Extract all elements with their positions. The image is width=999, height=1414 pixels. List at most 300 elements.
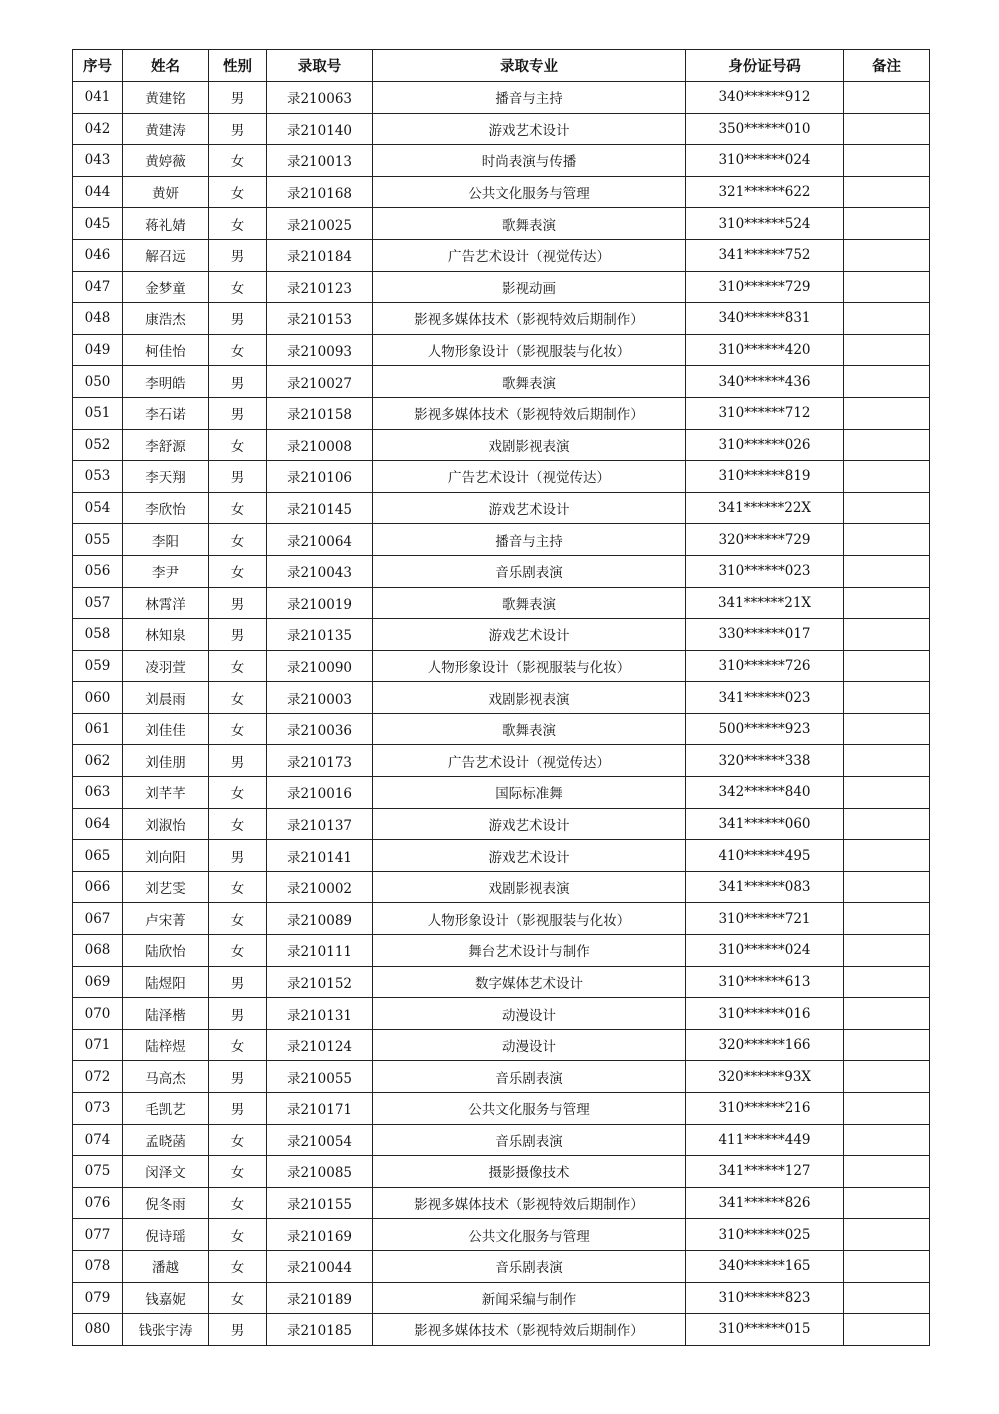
cell-admission-number: 录210152	[267, 966, 373, 998]
cell-index: 046	[73, 239, 123, 271]
cell-index: 064	[73, 808, 123, 840]
cell-admission-number: 录210169	[267, 1219, 373, 1251]
table-row	[73, 840, 930, 872]
cell-remarks	[844, 1219, 930, 1251]
cell-gender: 女	[209, 650, 267, 682]
cell-name: 陆梓煜	[123, 1029, 209, 1061]
cell-major: 游戏艺术设计	[373, 113, 686, 145]
cell-gender: 女	[209, 1219, 267, 1251]
cell-index: 050	[73, 366, 123, 398]
cell-index: 045	[73, 208, 123, 240]
cell-gender: 女	[209, 176, 267, 208]
cell-remarks	[844, 745, 930, 777]
cell-id-number: 310******721	[686, 903, 844, 935]
cell-index: 078	[73, 1250, 123, 1282]
cell-major: 公共文化服务与管理	[373, 1093, 686, 1125]
cell-admission-number: 录210063	[267, 82, 373, 114]
table-row	[73, 524, 930, 556]
cell-admission-number: 录210145	[267, 492, 373, 524]
cell-admission-number: 录210064	[267, 524, 373, 556]
cell-id-number: 340******912	[686, 82, 844, 114]
cell-admission-number: 录210153	[267, 303, 373, 335]
cell-remarks	[844, 777, 930, 809]
header-index: 序号	[73, 50, 123, 82]
cell-index: 074	[73, 1124, 123, 1156]
cell-gender: 男	[209, 998, 267, 1030]
cell-admission-number: 录210093	[267, 334, 373, 366]
cell-major: 音乐剧表演	[373, 1250, 686, 1282]
cell-major: 新闻采编与制作	[373, 1282, 686, 1314]
cell-remarks	[844, 461, 930, 493]
cell-name: 柯佳怡	[123, 334, 209, 366]
cell-gender: 男	[209, 303, 267, 335]
cell-major: 影视多媒体技术（影视特效后期制作）	[373, 1314, 686, 1346]
cell-major: 广告艺术设计（视觉传达）	[373, 461, 686, 493]
cell-remarks	[844, 966, 930, 998]
cell-major: 游戏艺术设计	[373, 492, 686, 524]
cell-major: 人物形象设计（影视服装与化妆）	[373, 650, 686, 682]
cell-index: 043	[73, 145, 123, 177]
cell-id-number: 310******216	[686, 1093, 844, 1125]
cell-gender: 女	[209, 555, 267, 587]
cell-gender: 男	[209, 840, 267, 872]
table-row	[73, 871, 930, 903]
cell-major: 国际标准舞	[373, 777, 686, 809]
cell-index: 047	[73, 271, 123, 303]
cell-remarks	[844, 903, 930, 935]
cell-name: 林知泉	[123, 619, 209, 651]
cell-remarks	[844, 1314, 930, 1346]
cell-remarks	[844, 1093, 930, 1125]
cell-index: 044	[73, 176, 123, 208]
table-row	[73, 1124, 930, 1156]
cell-id-number: 341******060	[686, 808, 844, 840]
table-row	[73, 303, 930, 335]
cell-major: 播音与主持	[373, 82, 686, 114]
cell-remarks	[844, 998, 930, 1030]
cell-admission-number: 录210090	[267, 650, 373, 682]
cell-major: 影视多媒体技术（影视特效后期制作）	[373, 303, 686, 335]
table-row	[73, 587, 930, 619]
table-row	[73, 745, 930, 777]
cell-remarks	[844, 524, 930, 556]
cell-admission-number: 录210027	[267, 366, 373, 398]
cell-admission-number: 录210171	[267, 1093, 373, 1125]
cell-id-number: 310******016	[686, 998, 844, 1030]
cell-remarks	[844, 82, 930, 114]
cell-admission-number: 录210054	[267, 1124, 373, 1156]
cell-index: 059	[73, 650, 123, 682]
cell-major: 人物形象设计（影视服装与化妆）	[373, 334, 686, 366]
cell-major: 音乐剧表演	[373, 1061, 686, 1093]
cell-name: 黄妍	[123, 176, 209, 208]
cell-remarks	[844, 1061, 930, 1093]
cell-name: 李欣怡	[123, 492, 209, 524]
cell-remarks	[844, 808, 930, 840]
cell-name: 李天翔	[123, 461, 209, 493]
cell-major: 公共文化服务与管理	[373, 1219, 686, 1251]
cell-id-number: 310******823	[686, 1282, 844, 1314]
cell-id-number: 310******726	[686, 650, 844, 682]
table-row	[73, 650, 930, 682]
cell-major: 戏剧影视表演	[373, 682, 686, 714]
cell-index: 060	[73, 682, 123, 714]
cell-admission-number: 录210189	[267, 1282, 373, 1314]
cell-index: 058	[73, 619, 123, 651]
cell-index: 056	[73, 555, 123, 587]
cell-name: 钱张宇涛	[123, 1314, 209, 1346]
cell-admission-number: 录210155	[267, 1187, 373, 1219]
cell-admission-number: 录210016	[267, 777, 373, 809]
cell-id-number: 310******819	[686, 461, 844, 493]
admission-roster-table	[72, 49, 930, 1346]
cell-admission-number: 录210124	[267, 1029, 373, 1061]
header-remarks: 备注	[844, 50, 930, 82]
cell-name: 李舒源	[123, 429, 209, 461]
cell-id-number: 350******010	[686, 113, 844, 145]
cell-admission-number: 录210185	[267, 1314, 373, 1346]
cell-remarks	[844, 208, 930, 240]
cell-admission-number: 录210013	[267, 145, 373, 177]
cell-name: 卢宋菁	[123, 903, 209, 935]
cell-remarks	[844, 176, 930, 208]
cell-remarks	[844, 492, 930, 524]
cell-id-number: 330******017	[686, 619, 844, 651]
cell-gender: 女	[209, 429, 267, 461]
cell-remarks	[844, 871, 930, 903]
cell-gender: 男	[209, 113, 267, 145]
table-row	[73, 208, 930, 240]
cell-remarks	[844, 619, 930, 651]
table-row	[73, 1219, 930, 1251]
cell-index: 048	[73, 303, 123, 335]
cell-id-number: 341******127	[686, 1156, 844, 1188]
cell-admission-number: 录210085	[267, 1156, 373, 1188]
cell-major: 歌舞表演	[373, 366, 686, 398]
header-id-number: 身份证号码	[686, 50, 844, 82]
cell-remarks	[844, 713, 930, 745]
cell-major: 歌舞表演	[373, 713, 686, 745]
table-row	[73, 492, 930, 524]
cell-remarks	[844, 1156, 930, 1188]
table-row	[73, 1250, 930, 1282]
table-row	[73, 82, 930, 114]
cell-admission-number: 录210184	[267, 239, 373, 271]
cell-major: 播音与主持	[373, 524, 686, 556]
cell-index: 079	[73, 1282, 123, 1314]
cell-index: 042	[73, 113, 123, 145]
cell-gender: 女	[209, 935, 267, 967]
cell-major: 动漫设计	[373, 1029, 686, 1061]
cell-index: 053	[73, 461, 123, 493]
admission-roster-sheet	[72, 49, 929, 1346]
cell-gender: 女	[209, 334, 267, 366]
cell-gender: 男	[209, 619, 267, 651]
cell-gender: 女	[209, 1124, 267, 1156]
cell-name: 潘越	[123, 1250, 209, 1282]
cell-admission-number: 录210111	[267, 935, 373, 967]
cell-name: 孟晓菡	[123, 1124, 209, 1156]
table-row	[73, 271, 930, 303]
cell-name: 蒋礼婧	[123, 208, 209, 240]
cell-name: 刘淑怡	[123, 808, 209, 840]
table-row	[73, 966, 930, 998]
cell-admission-number: 录210123	[267, 271, 373, 303]
cell-name: 黄建铭	[123, 82, 209, 114]
table-row	[73, 903, 930, 935]
cell-remarks	[844, 239, 930, 271]
cell-name: 李明皓	[123, 366, 209, 398]
cell-gender: 女	[209, 145, 267, 177]
cell-major: 歌舞表演	[373, 587, 686, 619]
cell-name: 刘艺雯	[123, 871, 209, 903]
table-row	[73, 808, 930, 840]
header-major: 录取专业	[373, 50, 686, 82]
cell-id-number: 341******752	[686, 239, 844, 271]
cell-name: 金梦童	[123, 271, 209, 303]
cell-name: 刘向阳	[123, 840, 209, 872]
header-admission-number: 录取号	[267, 50, 373, 82]
table-row	[73, 713, 930, 745]
cell-id-number: 310******024	[686, 935, 844, 967]
cell-admission-number: 录210168	[267, 176, 373, 208]
table-row	[73, 1029, 930, 1061]
table-row	[73, 1282, 930, 1314]
cell-gender: 女	[209, 871, 267, 903]
table-row	[73, 397, 930, 429]
cell-id-number: 310******613	[686, 966, 844, 998]
cell-admission-number: 录210106	[267, 461, 373, 493]
cell-gender: 男	[209, 587, 267, 619]
cell-remarks	[844, 429, 930, 461]
cell-index: 062	[73, 745, 123, 777]
cell-index: 041	[73, 82, 123, 114]
cell-remarks	[844, 935, 930, 967]
cell-name: 李阳	[123, 524, 209, 556]
table-row	[73, 1093, 930, 1125]
cell-remarks	[844, 271, 930, 303]
cell-name: 刘佳佳	[123, 713, 209, 745]
cell-id-number: 340******436	[686, 366, 844, 398]
cell-admission-number: 录210002	[267, 871, 373, 903]
table-row	[73, 555, 930, 587]
cell-id-number: 340******165	[686, 1250, 844, 1282]
cell-index: 076	[73, 1187, 123, 1219]
cell-major: 影视多媒体技术（影视特效后期制作）	[373, 1187, 686, 1219]
cell-name: 刘芊芊	[123, 777, 209, 809]
cell-id-number: 500******923	[686, 713, 844, 745]
cell-id-number: 341******023	[686, 682, 844, 714]
cell-admission-number: 录210141	[267, 840, 373, 872]
cell-remarks	[844, 1029, 930, 1061]
table-row	[73, 176, 930, 208]
table-row	[73, 1061, 930, 1093]
cell-gender: 女	[209, 271, 267, 303]
cell-id-number: 310******026	[686, 429, 844, 461]
cell-index: 065	[73, 840, 123, 872]
cell-major: 人物形象设计（影视服装与化妆）	[373, 903, 686, 935]
cell-major: 舞台艺术设计与制作	[373, 935, 686, 967]
cell-id-number: 310******729	[686, 271, 844, 303]
table-row	[73, 145, 930, 177]
cell-admission-number: 录210158	[267, 397, 373, 429]
cell-index: 072	[73, 1061, 123, 1093]
table-row	[73, 1187, 930, 1219]
cell-name: 毛凯艺	[123, 1093, 209, 1125]
table-row	[73, 682, 930, 714]
cell-major: 数字媒体艺术设计	[373, 966, 686, 998]
cell-admission-number: 录210008	[267, 429, 373, 461]
cell-name: 解召远	[123, 239, 209, 271]
table-row	[73, 239, 930, 271]
cell-name: 陆泽楷	[123, 998, 209, 1030]
cell-gender: 女	[209, 492, 267, 524]
cell-index: 061	[73, 713, 123, 745]
cell-gender: 男	[209, 966, 267, 998]
cell-name: 凌羽萱	[123, 650, 209, 682]
header-gender: 性别	[209, 50, 267, 82]
cell-index: 073	[73, 1093, 123, 1125]
cell-name: 马高杰	[123, 1061, 209, 1093]
cell-remarks	[844, 840, 930, 872]
cell-major: 广告艺术设计（视觉传达）	[373, 239, 686, 271]
cell-gender: 女	[209, 682, 267, 714]
cell-major: 影视动画	[373, 271, 686, 303]
cell-admission-number: 录210025	[267, 208, 373, 240]
cell-name: 倪诗瑶	[123, 1219, 209, 1251]
cell-name: 黄婷薇	[123, 145, 209, 177]
cell-index: 054	[73, 492, 123, 524]
cell-major: 歌舞表演	[373, 208, 686, 240]
header-name: 姓名	[123, 50, 209, 82]
cell-id-number: 320******93X	[686, 1061, 844, 1093]
table-row	[73, 334, 930, 366]
cell-major: 游戏艺术设计	[373, 840, 686, 872]
cell-major: 动漫设计	[373, 998, 686, 1030]
table-row	[73, 998, 930, 1030]
cell-gender: 女	[209, 777, 267, 809]
cell-index: 055	[73, 524, 123, 556]
cell-name: 钱嘉妮	[123, 1282, 209, 1314]
table-row	[73, 619, 930, 651]
cell-id-number: 310******712	[686, 397, 844, 429]
cell-remarks	[844, 366, 930, 398]
cell-gender: 女	[209, 713, 267, 745]
cell-index: 052	[73, 429, 123, 461]
cell-gender: 男	[209, 366, 267, 398]
cell-remarks	[844, 303, 930, 335]
cell-id-number: 342******840	[686, 777, 844, 809]
cell-remarks	[844, 334, 930, 366]
cell-name: 康浩杰	[123, 303, 209, 335]
cell-admission-number: 录210173	[267, 745, 373, 777]
cell-index: 068	[73, 935, 123, 967]
cell-remarks	[844, 650, 930, 682]
cell-remarks	[844, 1187, 930, 1219]
cell-remarks	[844, 1282, 930, 1314]
cell-major: 公共文化服务与管理	[373, 176, 686, 208]
cell-admission-number: 录210044	[267, 1250, 373, 1282]
cell-remarks	[844, 587, 930, 619]
table-row	[73, 935, 930, 967]
cell-gender: 女	[209, 1187, 267, 1219]
cell-id-number: 341******826	[686, 1187, 844, 1219]
cell-id-number: 341******22X	[686, 492, 844, 524]
cell-id-number: 340******831	[686, 303, 844, 335]
cell-name: 李尹	[123, 555, 209, 587]
cell-id-number: 321******622	[686, 176, 844, 208]
cell-name: 倪冬雨	[123, 1187, 209, 1219]
cell-index: 077	[73, 1219, 123, 1251]
cell-id-number: 410******495	[686, 840, 844, 872]
cell-gender: 男	[209, 397, 267, 429]
cell-index: 069	[73, 966, 123, 998]
cell-id-number: 411******449	[686, 1124, 844, 1156]
cell-gender: 男	[209, 1061, 267, 1093]
cell-index: 080	[73, 1314, 123, 1346]
cell-admission-number: 录210036	[267, 713, 373, 745]
cell-major: 音乐剧表演	[373, 555, 686, 587]
cell-name: 陆欣怡	[123, 935, 209, 967]
cell-name: 刘晨雨	[123, 682, 209, 714]
cell-id-number: 310******024	[686, 145, 844, 177]
cell-index: 063	[73, 777, 123, 809]
cell-remarks	[844, 682, 930, 714]
cell-major: 音乐剧表演	[373, 1124, 686, 1156]
cell-remarks	[844, 555, 930, 587]
cell-name: 闵泽文	[123, 1156, 209, 1188]
cell-id-number: 310******015	[686, 1314, 844, 1346]
roster-body	[73, 82, 930, 1346]
cell-admission-number: 录210140	[267, 113, 373, 145]
cell-id-number: 310******023	[686, 555, 844, 587]
cell-id-number: 320******729	[686, 524, 844, 556]
cell-major: 广告艺术设计（视觉传达）	[373, 745, 686, 777]
cell-major: 影视多媒体技术（影视特效后期制作）	[373, 397, 686, 429]
cell-major: 摄影摄像技术	[373, 1156, 686, 1188]
cell-gender: 女	[209, 524, 267, 556]
cell-admission-number: 录210131	[267, 998, 373, 1030]
cell-id-number: 320******166	[686, 1029, 844, 1061]
cell-index: 057	[73, 587, 123, 619]
cell-remarks	[844, 397, 930, 429]
table-row	[73, 1314, 930, 1346]
cell-major: 时尚表演与传播	[373, 145, 686, 177]
cell-index: 067	[73, 903, 123, 935]
cell-remarks	[844, 113, 930, 145]
cell-major: 戏剧影视表演	[373, 429, 686, 461]
cell-index: 070	[73, 998, 123, 1030]
cell-name: 陆煜阳	[123, 966, 209, 998]
cell-gender: 男	[209, 82, 267, 114]
cell-admission-number: 录210089	[267, 903, 373, 935]
cell-remarks	[844, 1250, 930, 1282]
cell-gender: 女	[209, 1250, 267, 1282]
cell-gender: 女	[209, 1282, 267, 1314]
cell-major: 游戏艺术设计	[373, 808, 686, 840]
cell-remarks	[844, 1124, 930, 1156]
cell-gender: 女	[209, 208, 267, 240]
cell-admission-number: 录210135	[267, 619, 373, 651]
cell-gender: 男	[209, 461, 267, 493]
cell-name: 李石诺	[123, 397, 209, 429]
cell-index: 049	[73, 334, 123, 366]
cell-id-number: 320******338	[686, 745, 844, 777]
cell-admission-number: 录210137	[267, 808, 373, 840]
cell-gender: 男	[209, 239, 267, 271]
table-row	[73, 366, 930, 398]
cell-gender: 男	[209, 1093, 267, 1125]
